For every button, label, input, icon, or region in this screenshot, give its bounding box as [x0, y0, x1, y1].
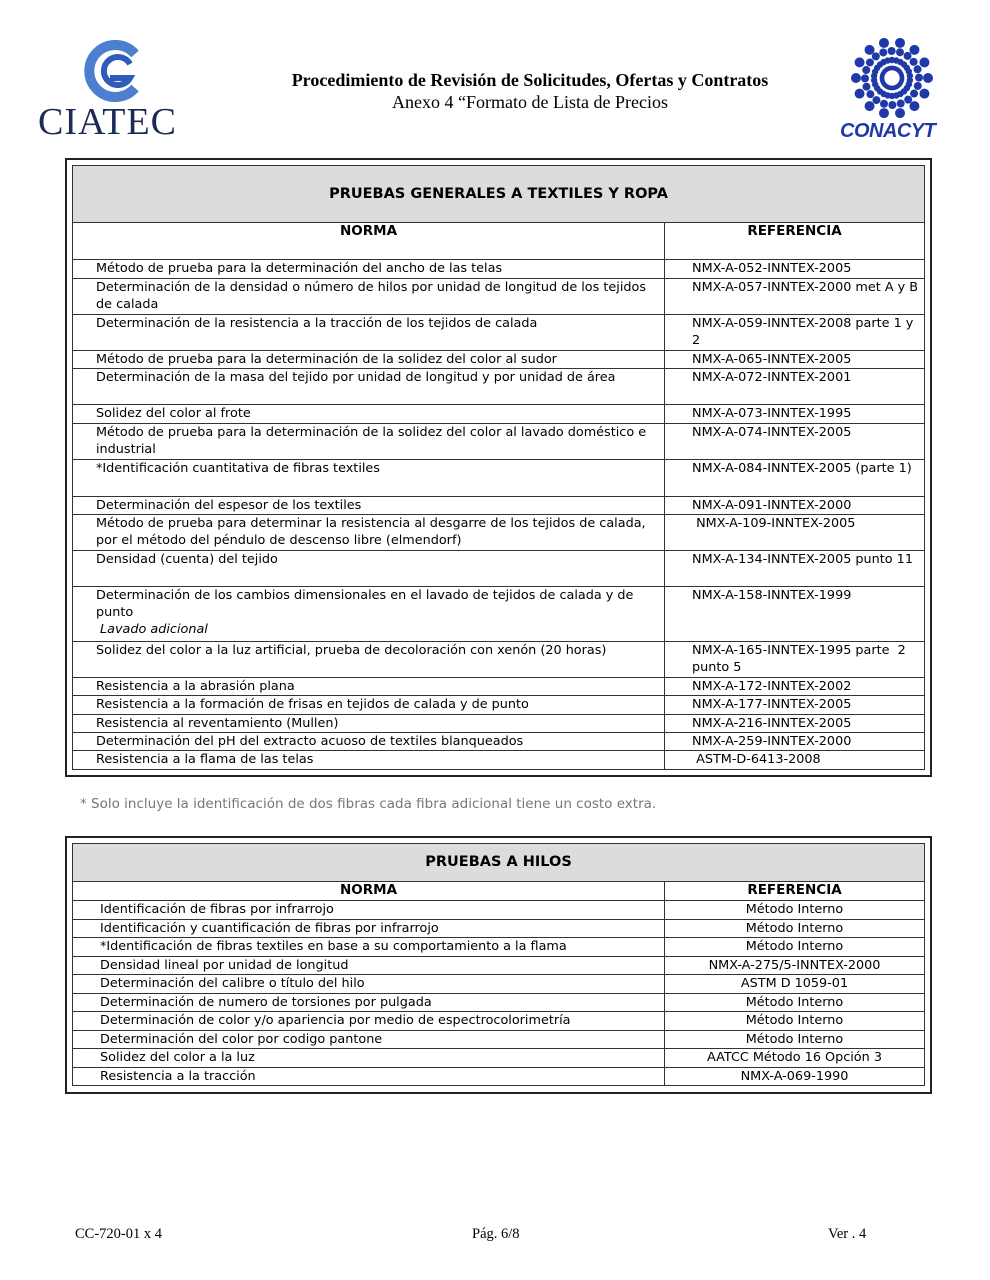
conacyt-logo	[835, 38, 945, 148]
row-note: Lavado adicional	[100, 622, 208, 637]
norma-cell: Determinación del calibre o título del hilo	[73, 975, 665, 994]
referencia-cell: Método Interno	[665, 1012, 925, 1031]
table-row	[73, 1012, 925, 1031]
norma-cell	[73, 497, 665, 515]
table-row	[73, 642, 925, 678]
referencia-cell: NMX-A-057-INNTEX-2000 met A y B	[665, 279, 925, 315]
norma-cell	[73, 369, 665, 405]
referencia-cell: ASTM-D-6413-2008	[665, 751, 925, 770]
referencia-cell: NMX-A-134-INNTEX-2005 punto 11	[665, 551, 925, 587]
norma-text: Método de prueba para la determinación del ancho de las telas	[96, 261, 503, 276]
norma-text: Resistencia al reventamiento (Mullen)	[96, 716, 339, 731]
table-row	[73, 1030, 925, 1049]
norma-text: Determinación del espesor de los textiles	[96, 498, 362, 513]
referencia-cell: Método Interno	[665, 993, 925, 1012]
table-row	[73, 938, 925, 957]
table-row	[73, 315, 925, 351]
table-general-textiles	[65, 158, 932, 777]
table-row	[73, 260, 925, 279]
footer-page: Pág. 6/8	[472, 1226, 520, 1242]
norma-cell	[73, 751, 665, 770]
ciatec-c-icon	[80, 40, 150, 102]
norma-text: Resistencia a la formación de frisas en tejidos de calada y de punto	[96, 697, 529, 712]
referencia-cell: NMX-A-073-INNTEX-1995	[665, 405, 925, 424]
norma-text: Densidad (cuenta) del tejido	[96, 552, 278, 567]
ciatec-logo	[38, 40, 188, 143]
footer-code: CC-720-01 x 4	[75, 1226, 162, 1242]
referencia-cell: NMX-A-074-INNTEX-2005	[665, 424, 925, 460]
norma-text: Resistencia a la abrasión plana	[96, 679, 295, 694]
table-row	[73, 515, 925, 551]
table-hilos	[65, 836, 932, 1094]
table-row	[73, 733, 925, 751]
table-row	[73, 975, 925, 994]
norma-cell	[73, 696, 665, 715]
referencia-cell: NMX-A-177-INNTEX-2005	[665, 696, 925, 715]
table-row	[73, 497, 925, 515]
norma-text: Determinación de los cambios dimensionales en el lavado de tejidos de calada y de punto	[96, 588, 634, 620]
document-subtitle: Anexo 4 “Formato de Lista de Precios	[392, 92, 668, 112]
conacyt-wordmark: CONACYT	[840, 120, 936, 142]
table-row	[73, 424, 925, 460]
norma-cell: Resistencia a la tracción	[73, 1067, 665, 1086]
norma-cell	[73, 279, 665, 315]
table-row	[73, 956, 925, 975]
referencia-cell: NMX-A-072-INNTEX-2001	[665, 369, 925, 405]
table-row	[73, 715, 925, 733]
footnote: * Solo incluye la identificación de dos fibras cada fibra adicional tiene un costo extra.	[80, 796, 657, 812]
norma-text: Determinación de la masa del tejido por unidad de longitud y por unidad de área	[96, 370, 616, 385]
ciatec-wordmark: CIATEC	[38, 101, 177, 143]
norma-cell: Determinación de numero de torsiones por pulgada	[73, 993, 665, 1012]
norma-cell	[73, 678, 665, 696]
column-header-referencia: REFERENCIA	[665, 882, 925, 901]
norma-text: Determinación del pH del extracto acuoso de textiles blanqueados	[96, 734, 524, 749]
table-row	[73, 678, 925, 696]
table-row	[73, 1049, 925, 1068]
norma-cell: Solidez del color a la luz	[73, 1049, 665, 1068]
referencia-cell: NMX-A-109-INNTEX-2005	[665, 515, 925, 551]
norma-cell	[73, 515, 665, 551]
referencia-cell: NMX-A-069-1990	[665, 1067, 925, 1086]
document-header	[200, 70, 860, 113]
norma-cell: Densidad lineal por unidad de longitud	[73, 956, 665, 975]
column-header-referencia: REFERENCIA	[665, 223, 925, 260]
referencia-cell: NMX-A-259-INNTEX-2000	[665, 733, 925, 751]
referencia-cell: NMX-A-059-INNTEX-2008 parte 1 y 2	[665, 315, 925, 351]
norma-text: Método de prueba para determinar la resistencia al desgarre de los tejidos de calada, por el método del péndulo de descenso libre (elmendorf)	[96, 516, 646, 548]
norma-cell: Determinación del color por codigo pantone	[73, 1030, 665, 1049]
referencia-cell: NMX-A-172-INNTEX-2002	[665, 678, 925, 696]
table-title: PRUEBAS A HILOS	[73, 844, 925, 882]
norma-text: Resistencia a la flama de las telas	[96, 752, 314, 767]
conacyt-dots-icon	[847, 38, 937, 118]
table-title: PRUEBAS GENERALES A TEXTILES Y ROPA	[73, 166, 925, 223]
table-row	[73, 551, 925, 587]
table-row	[73, 279, 925, 315]
norma-cell: Identificación y cuantificación de fibras por infrarrojo	[73, 919, 665, 938]
norma-text: Método de prueba para la determinación de la solidez del color al sudor	[96, 352, 557, 367]
norma-cell	[73, 715, 665, 733]
norma-cell	[73, 642, 665, 678]
referencia-cell: Método Interno	[665, 919, 925, 938]
table-row	[73, 751, 925, 770]
norma-cell: *Identificación de fibras textiles en base a su comportamiento a la flama	[73, 938, 665, 957]
referencia-cell: NMX-A-052-INNTEX-2005	[665, 260, 925, 279]
norma-cell	[73, 315, 665, 351]
norma-cell	[73, 405, 665, 424]
norma-cell	[73, 587, 665, 642]
table-row	[73, 405, 925, 424]
column-header-norma: NORMA	[73, 223, 665, 260]
norma-text: Solidez del color a la luz artificial, prueba de decoloración con xenón (20 horas)	[96, 643, 607, 658]
referencia-cell: AATCC Método 16 Opción 3	[665, 1049, 925, 1068]
table-row	[73, 993, 925, 1012]
referencia-cell: NMX-A-165-INNTEX-1995 parte 2 punto 5	[665, 642, 925, 678]
table-row	[73, 460, 925, 497]
referencia-cell: NMX-A-091-INNTEX-2000	[665, 497, 925, 515]
document-title: Procedimiento de Revisión de Solicitudes, Ofertas y Contratos	[291, 70, 769, 90]
table-row	[73, 351, 925, 369]
referencia-cell: NMX-A-216-INNTEX-2005	[665, 715, 925, 733]
referencia-cell: NMX-A-158-INNTEX-1999	[665, 587, 925, 642]
referencia-cell: NMX-A-275/5-INNTEX-2000	[665, 956, 925, 975]
footer-version: Ver . 4	[828, 1226, 867, 1242]
column-header-norma: NORMA	[73, 882, 665, 901]
table-row	[73, 696, 925, 715]
norma-text: Determinación de la densidad o número de hilos por unidad de longitud de los tejidos de calada	[96, 280, 646, 312]
norma-cell	[73, 460, 665, 497]
norma-text: *Identificación cuantitativa de fibras textiles	[96, 461, 380, 476]
table-row	[73, 901, 925, 920]
norma-cell: Identificación de fibras por infrarrojo	[73, 901, 665, 920]
table-row	[73, 369, 925, 405]
referencia-cell: Método Interno	[665, 901, 925, 920]
referencia-cell: NMX-A-065-INNTEX-2005	[665, 351, 925, 369]
table-row	[73, 587, 925, 642]
referencia-cell: NMX-A-084-INNTEX-2005 (parte 1)	[665, 460, 925, 497]
norma-cell	[73, 260, 665, 279]
referencia-cell: Método Interno	[665, 1030, 925, 1049]
referencia-cell: ASTM D 1059-01	[665, 975, 925, 994]
table-row	[73, 919, 925, 938]
norma-text: Solidez del color al frote	[96, 406, 251, 421]
norma-text: Método de prueba para la determinación de la solidez del color al lavado doméstico e industrial	[96, 425, 647, 457]
table-row	[73, 1067, 925, 1086]
norma-cell	[73, 551, 665, 587]
norma-cell	[73, 351, 665, 369]
norma-cell: Determinación de color y/o apariencia por medio de espectrocolorimetría	[73, 1012, 665, 1031]
norma-cell	[73, 424, 665, 460]
norma-cell	[73, 733, 665, 751]
referencia-cell: Método Interno	[665, 938, 925, 957]
norma-text: Determinación de la resistencia a la tracción de los tejidos de calada	[96, 316, 538, 331]
